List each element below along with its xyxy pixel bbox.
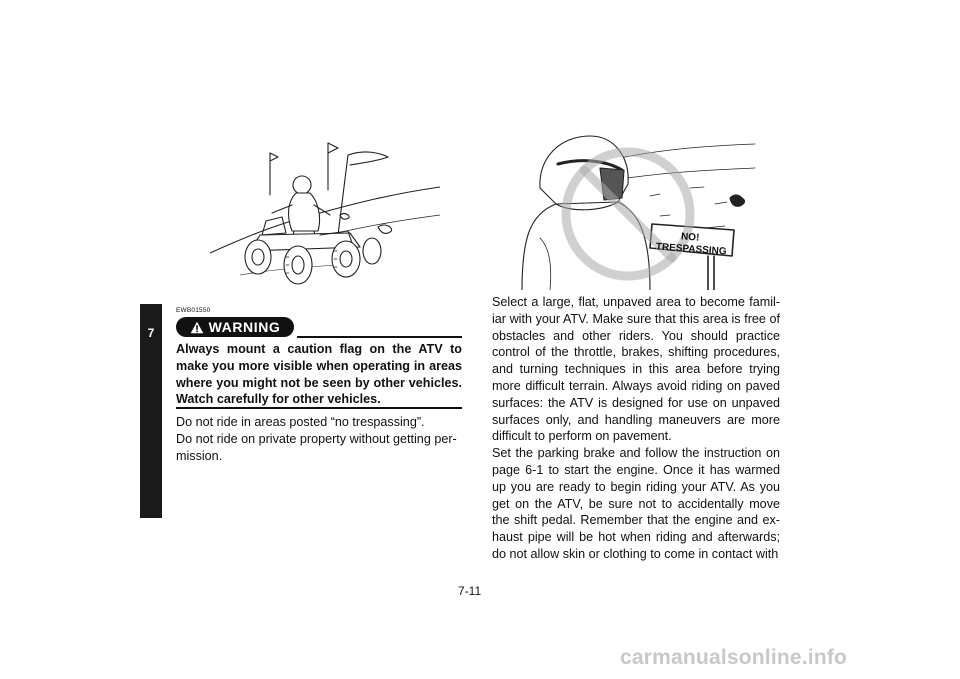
warning-code: EWB01550 (176, 307, 211, 314)
paragraph: Do not ride on private property without getting per-mission. (176, 431, 457, 463)
warning-triangle-icon (190, 321, 204, 334)
sign-line-1: NO! (680, 231, 700, 244)
warning-badge (176, 317, 294, 337)
warning-label: WARNING (208, 319, 281, 335)
warning-text: Always mount a caution flag on the ATV to make you more visible when operating in areas where you might not be seen by other vehicles. Watch carefully for other vehicles. (176, 342, 462, 407)
sign-line-2: TRESPASSING (655, 241, 727, 258)
paragraph: Select a large, flat, unpaved area to become famil-iar with your ATV. Make sure that this area is free of obstacles and other riders. You should practice control of the throttle, brakes, shifting procedures, and turning techniques in this area before trying more difficult terrain. Always avoid riding on paved surfaces: the ATV is designed for use on unpaved surfaces only, and handling maneuvers are more difficult to perform on pavement. (492, 295, 780, 444)
chapter-number: 7 (147, 326, 155, 340)
right-body-text (492, 294, 780, 563)
paragraph: Set the parking brake and follow the instruction on page 6-1 to start the engine. Once it has warmed up you are ready to begin riding your ATV. As you get on the ATV, be sure not to accidentally move the shift pedal. Remember that the engine and ex-haust pipe will be hot when riding and afterwards; do not allow skin or clothing to come in contact with (492, 446, 780, 561)
watermark: carmanualsonline.info (620, 646, 848, 669)
paragraph: Do not ride in areas posted “no trespassing”. (176, 415, 425, 429)
chapter-tab (140, 304, 162, 518)
left-body-text (176, 414, 462, 464)
warning-rule-top (297, 336, 462, 338)
no-trespassing-illustration (500, 128, 760, 290)
atv-flag-illustration (210, 135, 440, 300)
warning-rule-bottom (176, 407, 462, 409)
page-number: 7-11 (458, 584, 482, 598)
